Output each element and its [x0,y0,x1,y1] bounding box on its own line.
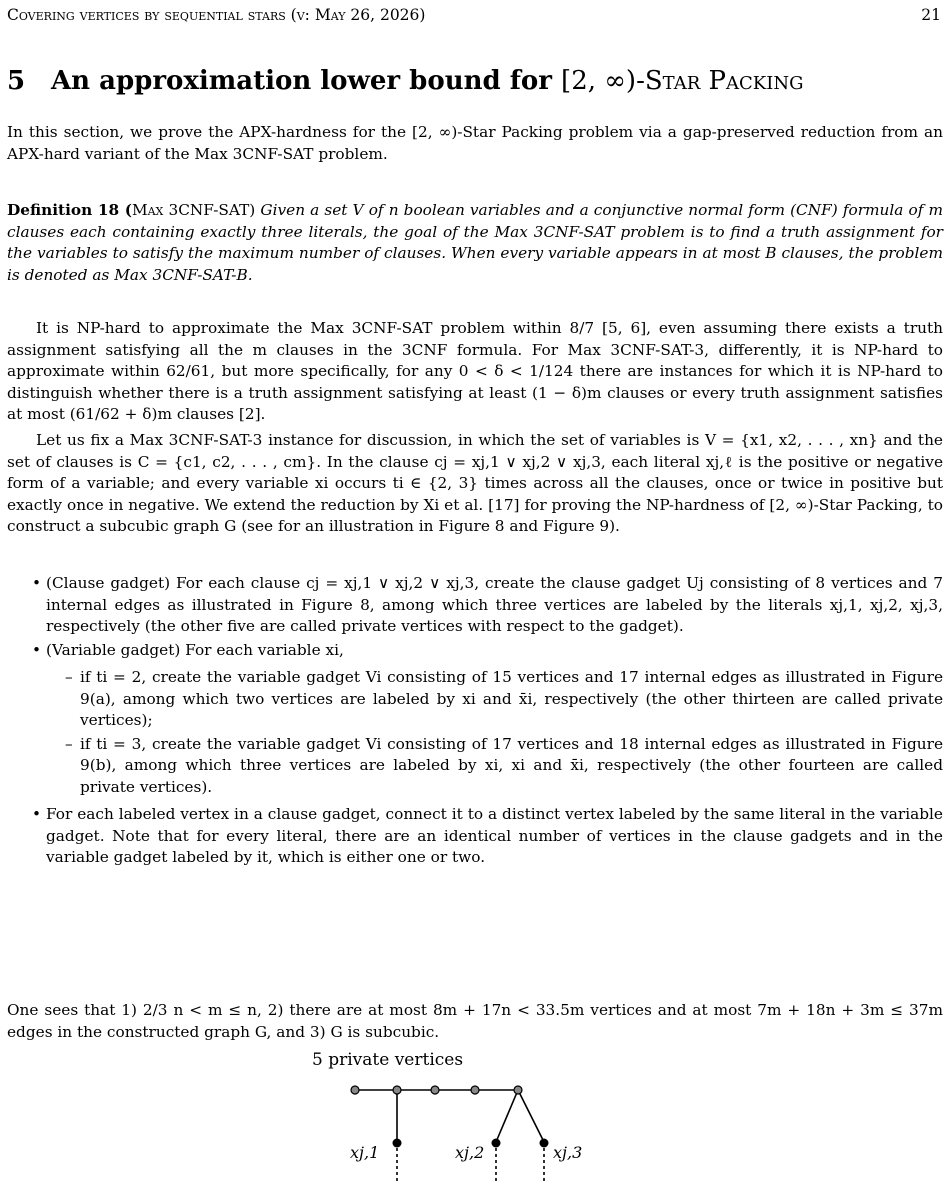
private-vertex [471,1086,479,1094]
paragraph-instance: Let us fix a Max 3CNF-SAT-3 instance for discussion, in which the set of variables is V = {x1, x2, . . . , xn} and the set of clauses is C = {c1, c2, . . . , cm}. In the clause cj = xj,1 ∨ xj,2 ∨ xj,3, each literal xj,ℓ is the positive or negative form of a variable; and every variable xi occurs ti ∈ {2, 3} times across all the clauses, once or twice in positive but exactly once in negative. We extend the reduction by Xi et al. [17] for proving the NP-hardness of [2, ∞)-Star Packing, to construct a subcubic graph G (see for an illustration in Figure 8 and Figure 9). [7,431,943,535]
definition-name: Max 3CNF-SAT [131,201,250,219]
literal-label-2: xj,2 [455,1143,485,1162]
list-item: – if ti = 3, create the variable gadget Vi consisting of 17 vertices and 18 internal edges as illustrated in Figure 9(b), among which three vertices are labeled by xi, xi and x̄i, respectively (the other fourteen are called private vertices). [65,734,943,796]
definition-block: Definition 18 (Max 3CNF-SAT) Given a set V of n boolean variables and a conjunctive normal form (CNF) formula of m clauses each containing exactly three literals, the goal of the Max 3CNF-SAT problem is to find a truth assignment for the variables to satisfy the maximum number of clauses. When every variable appears in at most B clauses, the problem is denoted as Max 3CNF-SAT-B. [7,201,943,284]
figure-title: 5 private vertices [312,1050,464,1070]
labeled-vertex [393,1139,402,1148]
clause-gadget-graph [300,1048,620,1183]
section-title-prefix: An approximation lower bound for [51,66,552,96]
variable-gadget-text: (Variable gadget) For each variable xi, [46,640,344,659]
edge [496,1090,518,1142]
construction-list [7,573,943,869]
definition-body: Given a set V of n boolean variables and a conjunctive normal form (CNF) formula of m clauses each containing exactly three literals, the goal of the Max 3CNF-SAT problem is to find a truth assignment for the variables to satisfy the maximum number of clauses. When every variable appears in at most B clauses, the problem is denoted as Max 3CNF-SAT-B. [7,201,943,284]
section-title-interval: [2, ∞)- [561,66,645,96]
list-item: – if ti = 2, create the variable gadget Vi consisting of 15 vertices and 17 internal edges as illustrated in Figure 9(a), among which two vertices are labeled by xi and x̄i, respectively (the other thirteen are called private vertices); [65,668,943,729]
section-title-problem: Star Packing [644,66,804,96]
running-title: Covering vertices by sequential stars (v: May 26, 2026) [7,6,426,24]
clause-gadget-text: (Clause gadget) For each clause cj = xj,1 ∨ xj,2 ∨ xj,3, create the clause gadget Uj consisting of 8 vertices and 7 internal edges as illustrated in Figure 8, among which three vertices are labeled by the literals xj,1, xj,2, xj,3, respectively (the other five are called private vertices with respect to the gadget). [46,574,943,635]
intro-paragraph: In this section, we prove the APX-hardness for the [2, ∞)-Star Packing problem via a gap-preserved reduction from an APX-hard variant of the Max 3CNF-SAT problem. [7,123,943,163]
section-number: 5 [7,66,26,96]
literal-label-3: xj,3 [553,1143,583,1162]
private-vertex [351,1086,359,1094]
connection-text: For each labeled vertex in a clause gadget, connect it to a distinct vertex labeled by the same literal in the variable gadget. Note that for every literal, there are an identical number of vertices in the clause gadgets and in the variable gadget labeled by it, which is either one or two. [46,805,943,866]
private-vertex [393,1086,401,1094]
private-vertex [431,1086,439,1094]
variable-gadget-t2-text: if ti = 2, create the variable gadget Vi consisting of 15 vertices and 17 internal edges as illustrated in Figure 9(a), among which two vertices are labeled by xi and x̄i, respectively (the other thirteen are called private vertices); [80,668,943,729]
page-number: 21 [921,6,941,24]
paragraph-approximability: It is NP-hard to approximate the Max 3CNF-SAT problem within 8/7 [5, 6], even assuming there exists a truth assignment satisfying all the m clauses in the 3CNF formula. For Max 3CNF-SAT-3, differently, it is NP-hard to approximate within 62/61, but more specifically, for any 0 < δ < 1/124 there are instances for which it is NP-hard to distinguish whether there is a truth assignment satisfying at least (1 − δ)m clauses or every truth assignment satisfies at most (61/62 + δ)m clauses [2]. [7,319,943,423]
list-item: • For each labeled vertex in a clause gadget, connect it to a distinct vertex labeled by the same literal in the variable gadget. Note that for every literal, there are an identical number of vertices in the clause gadgets and in the variable gadget labeled by it, which is either one or two. [32,805,943,866]
edge [518,1090,544,1142]
figure-clause-gadget [300,1048,620,1183]
section-heading [7,66,803,96]
labeled-vertex [492,1139,501,1148]
literal-label-1: xj,1 [350,1143,380,1162]
closing-paragraph: One sees that 1) 2/3 n < m ≤ n, 2) there are at most 8m + 17n < 33.5m vertices and at most 7m + 18n + 3m ≤ 37m edges in the constructed graph G, and 3) G is subcubic. [7,1001,943,1041]
list-item: • (Clause gadget) For each clause cj = xj,1 ∨ xj,2 ∨ xj,3, create the clause gadget Uj consisting of 8 vertices and 7 internal edges as illustrated in Figure 8, among which three vertices are labeled by the literals xj,1, xj,2, xj,3, respectively (the other five are called private vertices with respect to the gadget). [32,574,943,635]
running-head [7,6,941,30]
definition-label: Definition 18 ( [7,201,132,219]
list-item: • (Variable gadget) For each variable xi, [32,640,344,659]
variable-gadget-t3-text: if ti = 3, create the variable gadget Vi consisting of 17 vertices and 18 internal edges as illustrated in Figure 9(b), among which three vertices are labeled by xi, xi and x̄i, respectively (the other fourteen are called private vertices). [80,734,943,796]
private-vertex [514,1086,522,1094]
labeled-vertex [540,1139,549,1148]
